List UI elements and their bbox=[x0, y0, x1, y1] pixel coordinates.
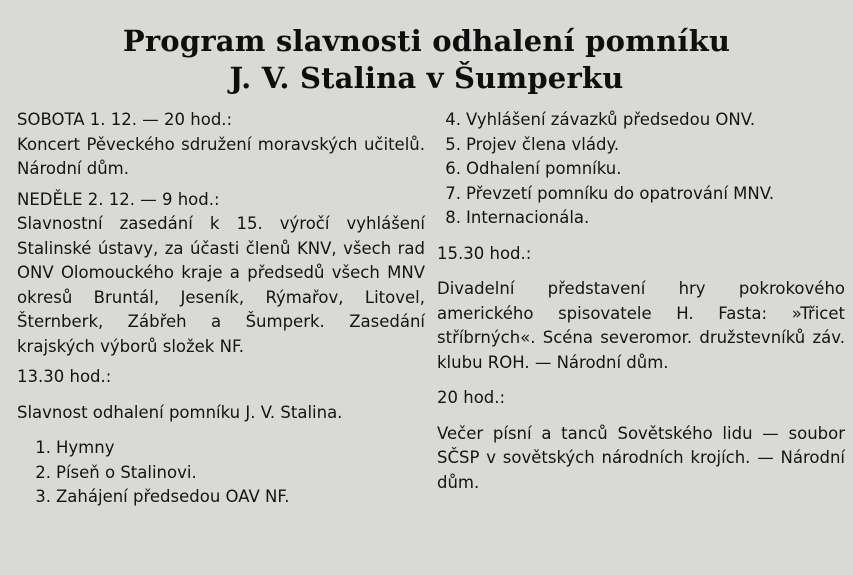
headline bbox=[0, 23, 853, 97]
list-item-text: Odhalení pomníku. bbox=[466, 159, 622, 178]
list-item-number: 5. bbox=[445, 134, 461, 154]
headline-line-2: J. V. Stalina v Šumperku bbox=[229, 61, 624, 95]
list-item-number: 6. bbox=[445, 159, 461, 178]
theatre-text: Divadelní představení hry pokrokového amerického spisovatele H. Fasta: »Třicet stříbrných«. Scéna severomor. družstevníků záv. klubu ROH. — Národní dům. bbox=[437, 279, 845, 372]
list-item bbox=[437, 157, 845, 182]
list-item-text: Převzetí pomníku do opatrování MNV. bbox=[466, 183, 775, 203]
list-item bbox=[17, 461, 425, 486]
list-item bbox=[17, 485, 425, 510]
unveiling-text: Slavnost odhalení pomníku J. V. Stalina. bbox=[17, 402, 343, 422]
program-list-right bbox=[437, 108, 845, 231]
list-item bbox=[437, 133, 845, 158]
left-column bbox=[17, 108, 425, 510]
time-20: 20 hod.: bbox=[437, 388, 506, 407]
list-item-text: Zahájení předsedou OAV NF. bbox=[56, 487, 290, 506]
list-item-text: Internacionála. bbox=[466, 208, 590, 227]
time-1530: 15.30 hod.: bbox=[437, 243, 532, 263]
list-item bbox=[437, 182, 845, 207]
saturday-text: Koncert Pěveckého sdružení moravských učitelů. Národní dům. bbox=[17, 134, 425, 178]
list-item-text: Hymny bbox=[56, 438, 115, 457]
list-item-number: 1. bbox=[35, 438, 51, 457]
list-item bbox=[437, 108, 845, 133]
list-item-number: 2. bbox=[35, 462, 51, 482]
list-item-text: Projev člena vlády. bbox=[466, 134, 620, 154]
list-item-number: 4. bbox=[445, 110, 461, 129]
list-item-text: Vyhlášení závazků předsedou ONV. bbox=[466, 110, 756, 129]
list-item-text: Píseň o Stalinovi. bbox=[56, 462, 197, 482]
sunday-heading: NEDĚLE 2. 12. — 9 hod.: bbox=[17, 189, 220, 209]
program-list-left bbox=[17, 436, 425, 510]
saturday-heading: SOBOTA 1. 12. — 20 hod.: bbox=[17, 110, 233, 129]
time-1330: 13.30 hod.: bbox=[17, 367, 112, 386]
right-column bbox=[437, 108, 845, 495]
list-item-number: 3. bbox=[35, 487, 51, 506]
list-item bbox=[437, 206, 845, 231]
evening-text: Večer písní a tanců Sovětského lidu — soubor SČSP v sovětských národních krojích. — Národní dům. bbox=[437, 423, 845, 492]
sunday-text: Slavnostní zasedání k 15. výročí vyhlášení Stalinské ústavy, za účasti členů KNV, všech rad ONV Olomouckého kraje a předsedů všech MNV okresů Bruntál, Jeseník, Rýmařov, Litovel, Šternberk, Zábřeh a Šumperk. Zasedání krajských výborů složek NF. bbox=[17, 214, 425, 356]
headline-line-1: Program slavnosti odhalení pomníku bbox=[122, 24, 731, 58]
list-item-number: 7. bbox=[445, 183, 461, 203]
list-item bbox=[17, 436, 425, 461]
list-item-number: 8. bbox=[445, 208, 461, 227]
